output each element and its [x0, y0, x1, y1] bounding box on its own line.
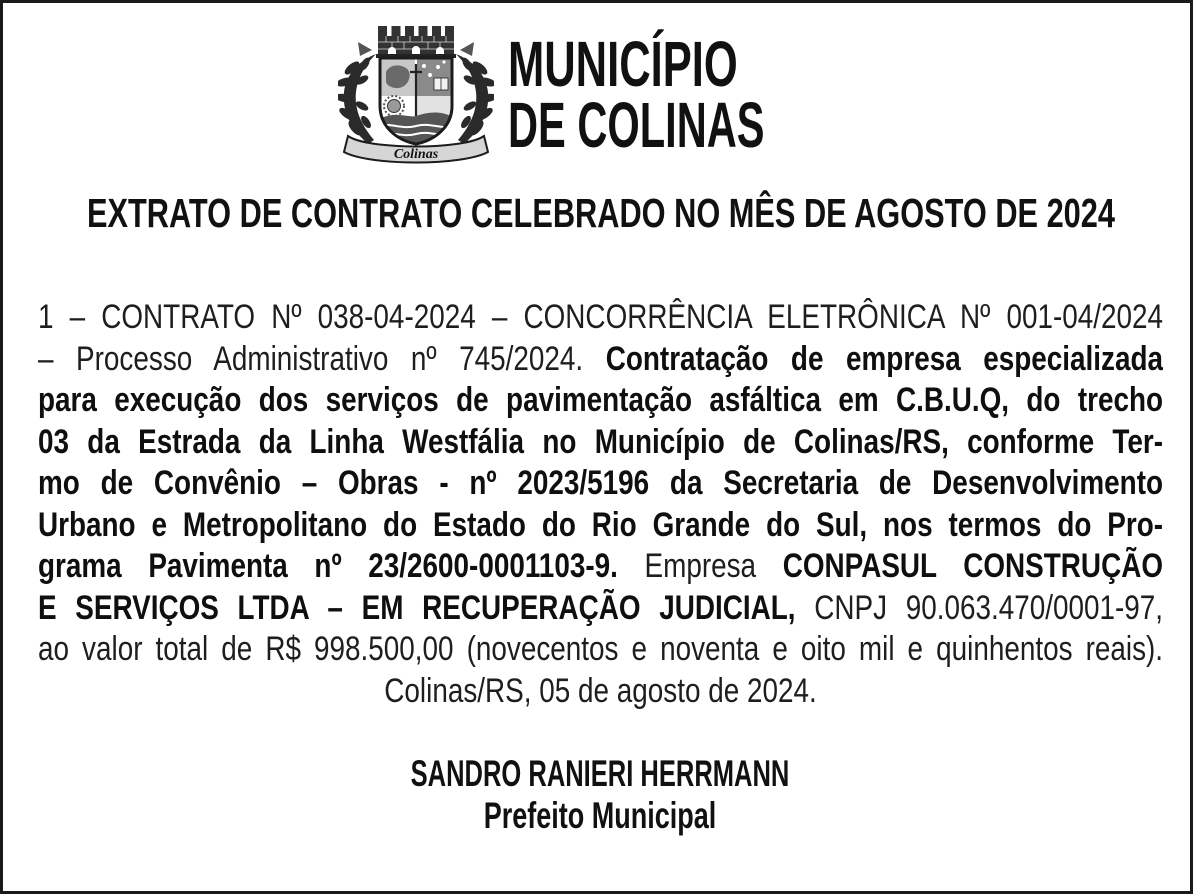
contract-object-text: para execução dos serviços de pavimentação asfáltica em C.B.U.Q, do trecho — [38, 381, 1163, 419]
document-heading: EXTRATO DE CONTRATO CELEBRADO NO MÊS DE AGOSTO DE 2024 — [86, 190, 1116, 236]
municipality-name-line-2: DE COLINAS — [508, 89, 765, 161]
shield — [378, 56, 454, 148]
contract-object-text: grama Pavimenta nº 23/2600-0001103-9. — [38, 547, 618, 585]
left-foliage — [338, 42, 376, 144]
body-text-line — [38, 505, 1163, 547]
coat-of-arms-icon — [338, 20, 494, 164]
contract-object-text: mo de Convênio – Obras - nº 2023/5196 da Secretaria de Desenvolvimento — [38, 464, 1163, 502]
signatory-name: SANDRO RANIERI HERRMANN — [410, 753, 790, 794]
contract-value-text: ao valor total de R$ 998.500,00 (novecentos e noventa e oito mil e quinhentos reais). — [38, 630, 1163, 668]
contract-object-text: Contratação de empresa especializada — [605, 339, 1163, 378]
coat-of-arms-logo — [338, 20, 494, 164]
body-text-line — [38, 546, 1163, 588]
body-text-line — [38, 629, 1163, 671]
body-text-line — [38, 422, 1163, 464]
mural-crown — [376, 26, 456, 58]
contract-object-text: 03 da Estrada da Linha Westfália no Município de Colinas/RS, conforme Ter- — [38, 422, 1163, 461]
place-date-line — [38, 671, 1163, 713]
contract-number-text: 1 – CONTRATO Nº 038-04-2024 – CONCORRÊNCIA ELETRÔNICA Nº 001-04/2024 — [38, 298, 1163, 336]
company-name-text: CONPASUL CONSTRUÇÃO — [782, 547, 1163, 585]
body-text-line — [38, 380, 1163, 422]
body-text-line — [38, 463, 1163, 505]
signatory-title: Prefeito Municipal — [483, 795, 717, 836]
process-number-text: – Processo Administrativo nº 745/2024. — [38, 339, 584, 378]
body-text-line — [38, 297, 1163, 339]
company-name-text: E SERVIÇOS LTDA – EM RECUPERAÇÃO JUDICIAL, — [38, 588, 796, 627]
contract-object-text: Urbano e Metropolitano do Estado do Rio Grande do Sul, nos termos do Pro- — [38, 505, 1163, 544]
body-text-line — [38, 588, 1163, 630]
company-label-text: Empresa — [644, 547, 757, 585]
company-cnpj-text: CNPJ 90.063.470/0001-97, — [814, 588, 1163, 627]
body-text-line — [38, 339, 1163, 381]
ribbon-text: Colinas — [393, 147, 439, 162]
contract-extract-body — [38, 297, 1163, 717]
municipality-name-line-1: MUNICÍPIO — [508, 28, 738, 100]
right-foliage — [456, 42, 494, 144]
place-date-text: Colinas/RS, 05 de agosto de 2024. — [384, 671, 817, 710]
